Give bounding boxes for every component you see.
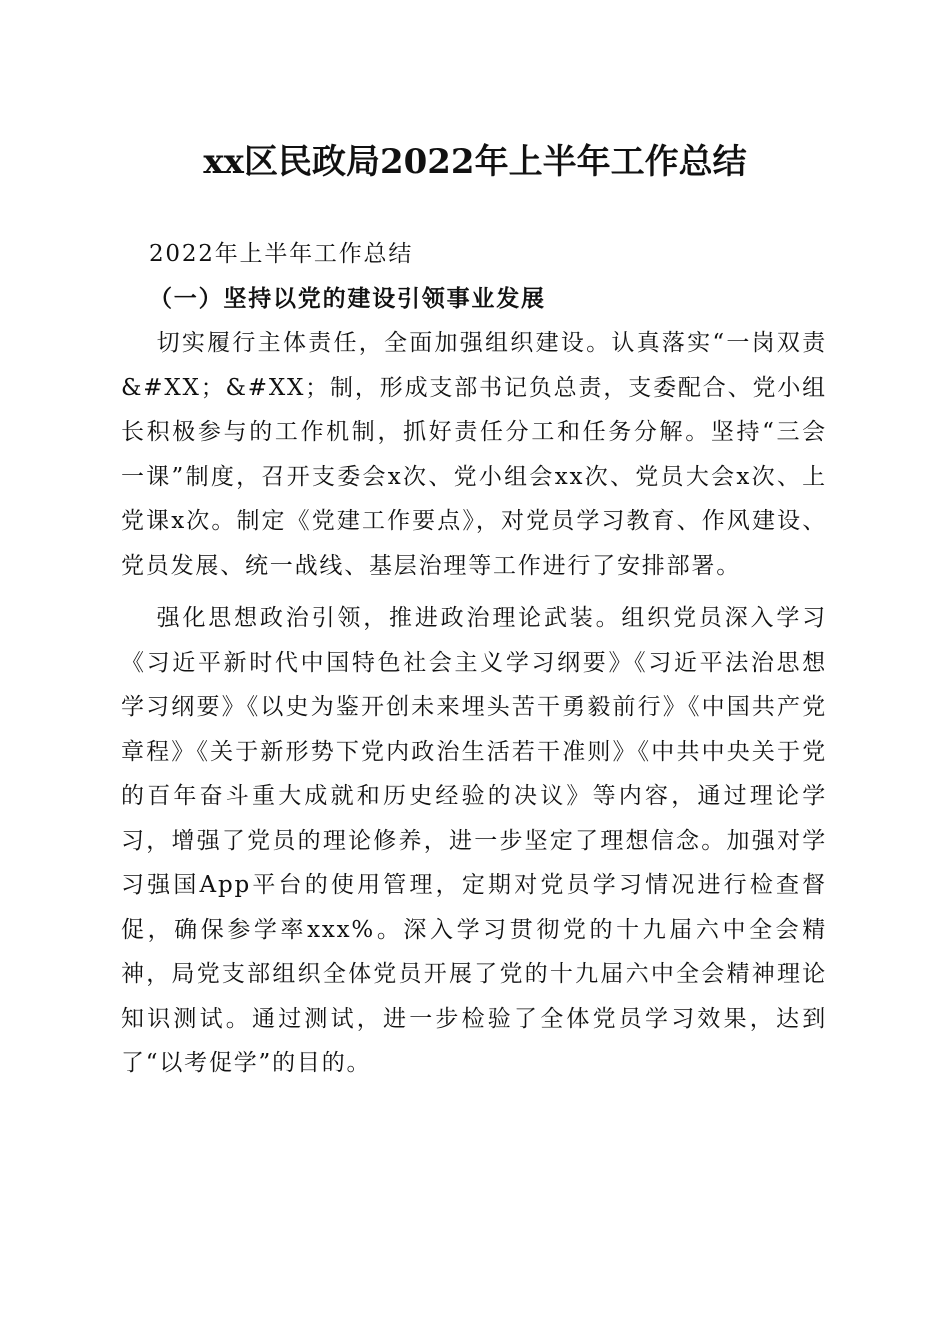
paragraph-political-study: 强化思想政治引领，推进政治理论武装。组织党员深入学习《习近平新时代中国特色社会主义学习纲要》《习近平法治思想学习纲要》《以史为鉴开创未来埋头苦干勇毅前行》《中国共产党章程》《关于新形势下党内政治生活若干准则》《中共中央关于党的百年奋斗重大成就和历史经验的决议》等内容，通过理论学习，增强了党员的理论修养，进一步坚定了理想信念。加强对学习强国App平台的使用管理，定期对党员学习情况进行检查督促，确保参学率xxx%。深入学习贯彻党的十九届六中全会精神，局党支部组织全体党员开展了党的十九届六中全会精神理论知识测试。通过测试，进一步检验了全体党员学习效果，达到了“以考促学”的目的。 xyxy=(121,605,827,1076)
paragraph-organization: 切实履行主体责任，全面加强组织建设。认真落实“一岗双责&#XX；&#XX；制，形成支部书记负总责，支委配合、党小组长积极参与的工作机制，抓好责任分工和任务分解。坚持“三会一课”制度，召开支委会x次、党小组会xx次、党员大会x次、上党课x次。制定《党建工作要点》，对党员学习教育、作风建设、党员发展、统一战线、基层治理等工作进行了安排部署。 xyxy=(121,330,827,579)
paragraph-spacer xyxy=(121,588,827,596)
document-subtitle: 2022年上半年工作总结 xyxy=(149,241,414,267)
document-title: xx区民政局2022年上半年工作总结 xyxy=(203,142,747,182)
document-body xyxy=(121,232,827,1086)
section-heading: （一）坚持以党的建设引领事业发展 xyxy=(149,284,546,312)
